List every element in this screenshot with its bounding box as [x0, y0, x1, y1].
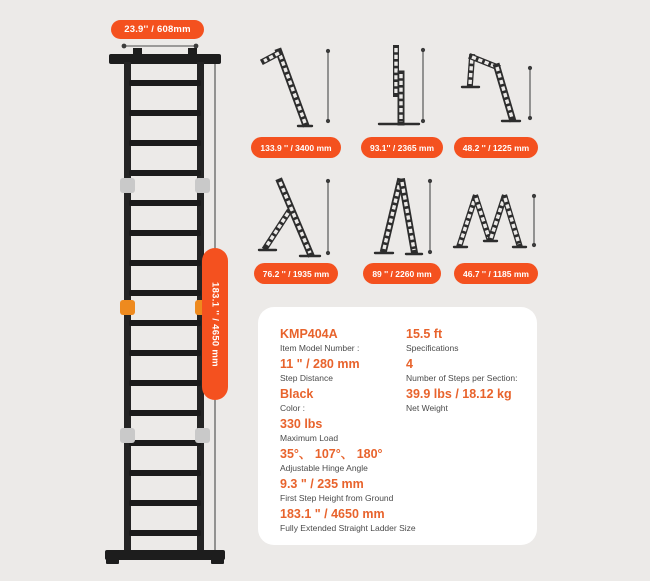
spec-value: 11 " / 280 mm [280, 357, 360, 371]
spec-item-net-weight [406, 388, 534, 413]
stairway-over-obstacle-icon [444, 42, 548, 136]
extension-on-a-frame-icon [244, 176, 348, 262]
spec-value: 15.5 ft [406, 327, 443, 341]
spec-item-height-ft [406, 328, 534, 353]
config-length-badge: 89 '' / 2260 mm [363, 263, 440, 284]
spec-label: Item Model Number : [280, 342, 360, 353]
spec-item-first-step-height [280, 478, 408, 503]
config-cell-3 [444, 42, 548, 158]
section-lock-hinges [120, 178, 210, 443]
spec-item-step-distance [280, 358, 408, 383]
spec-value: 330 lbs [280, 417, 323, 431]
spec-label: Number of Steps per Section: [406, 372, 518, 383]
spec-item-color [280, 388, 408, 413]
ladder-width-badge: 23.9'' / 608mm [111, 20, 204, 39]
a-frame-ladder-icon [350, 176, 454, 262]
spec-value: 9.3 " / 235 mm [280, 477, 364, 491]
spec-label: Step Distance [280, 372, 333, 383]
spec-item-model [280, 328, 408, 353]
spec-value: KMP404A [280, 327, 338, 341]
spec-value: 35°、 107°、 180° [280, 447, 383, 461]
spec-label: Color : [280, 402, 306, 413]
config-length-badge: 46.7 '' / 1185 mm [454, 263, 538, 284]
config-cell-6 [444, 176, 548, 284]
spec-value: 4 [406, 357, 413, 371]
spec-label: Net Weight [406, 402, 448, 413]
leaning-extension-ladder-icon [244, 42, 348, 136]
config-cell-4 [244, 176, 348, 284]
config-length-badge: 76.2 '' / 1935 mm [254, 263, 338, 284]
spec-label: Specifications [406, 342, 459, 353]
straight-vertical-ladder-icon [350, 42, 454, 136]
spec-item-hinge-angle [280, 448, 408, 473]
config-length-badge: 93.1'' / 2365 mm [361, 137, 443, 158]
spec-value: Black [280, 387, 314, 401]
spec-column-left [280, 327, 416, 538]
spec-label: First Step Height from Ground [280, 492, 394, 503]
spec-label: Fully Extended Straight Ladder Size [280, 522, 416, 533]
config-length-badge: 133.9 '' / 3400 mm [251, 137, 340, 158]
spec-item-extended-size [280, 507, 416, 533]
config-cell-2 [350, 42, 454, 158]
spec-card [258, 307, 537, 545]
config-length-badge: 48.2 '' / 1225 mm [454, 137, 538, 158]
config-cell-5 [350, 176, 454, 284]
spec-value: 39.9 lbs / 18.12 kg [406, 387, 512, 401]
spec-value: 183.1 " / 4650 mm [280, 507, 385, 521]
config-cell-1 [244, 42, 348, 158]
double-a-frame-ladder-icon [444, 176, 548, 262]
spec-label: Adjustable Hinge Angle [280, 462, 368, 473]
spec-label: Maximum Load [280, 432, 339, 443]
spec-item-steps-per-section [406, 358, 534, 383]
spec-column-right [406, 328, 534, 418]
spec-item-max-load [280, 418, 408, 443]
ladder-height-badge: 183.1 '' / 4650 mm [202, 248, 228, 400]
